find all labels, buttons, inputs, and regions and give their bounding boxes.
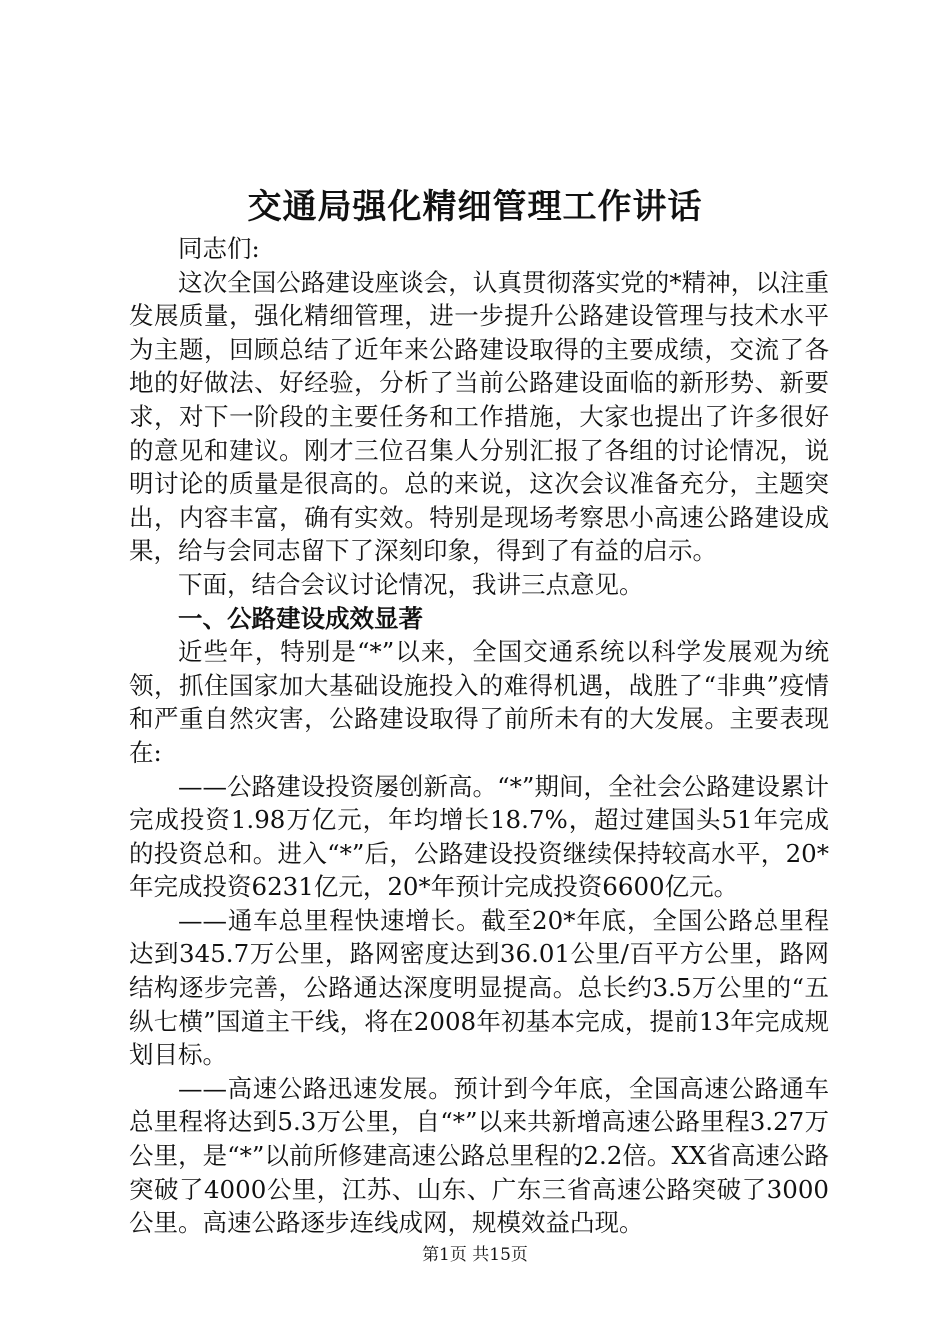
section-heading: 一、公路建设成效显著 xyxy=(178,603,423,633)
expressway-paragraph: ——高速公路迅速发展。预计到今年底，全国高速公路通车总里程将达到5.3万公里，自“*”以来共新增高速公路里程3.27万公里，是“*”以前所修建高速公路总里程的2.2倍。XX省高速公路突破了4000公里，江苏、山东、广东三省高速公路突破了3000公里。高速公路逐步连线成网，规模效益凸现。 xyxy=(129,1073,829,1238)
page-number: 第1页 共15页 xyxy=(422,1245,528,1265)
transition-paragraph: 下面，结合会议讨论情况，我讲三点意见。 xyxy=(178,569,644,599)
intro-paragraph: 这次全国公路建设座谈会，认真贯彻落实党的*精神，以注重发展质量，强化精细管理，进一步提升公路建设管理与技术水平为主题，回顾总结了近年来公路建设取得的主要成绩，交流了各地的好做法、好经验，分析了当前公路建设面临的新形势、新要求，对下一阶段的主要任务和工作措施，大家也提出了许多很好的意见和建议。刚才三位召集人分别汇报了各组的讨论情况，说明讨论的质量是很高的。总的来说，这次会议准备充分，主题突出，内容丰富，确有实效。特别是现场考察思小高速公路建设成果，给与会同志留下了深刻印象，得到了有益的启示。 xyxy=(129,267,829,566)
salutation-paragraph: 同志们: xyxy=(178,234,260,263)
investment-paragraph: ——公路建设投资屡创新高。“*”期间，全社会公路建设累计完成投资1.98万亿元，年均增长18.7%，超过建国头51年完成的投资总和。进入“*”后，公路建设投资继续保持较高水平，20*年完成投资6231亿元，20*年预计完成投资6600亿元。 xyxy=(129,771,829,902)
section-intro-paragraph: 近些年，特别是“*”以来，全国交通系统以科学发展观为统领，抓住国家加大基础设施投入的难得机遇，战胜了“非典”疫情和严重自然灾害，公路建设取得了前所未有的大发展。主要表现在: xyxy=(129,637,829,767)
document-body xyxy=(129,232,829,1240)
mileage-paragraph: ——通车总里程快速增长。截至20*年底，全国公路总里程达到345.7万公里，路网密度达到36.01公里/百平方公里，路网结构逐步完善，公路通达深度明显提高。总长约3.5万公里的“五纵七横”国道主干线，将在2008年初基本完成，提前13年完成规划目标。 xyxy=(129,905,829,1070)
document-title: 交通局强化精细管理工作讲话 xyxy=(247,187,703,227)
